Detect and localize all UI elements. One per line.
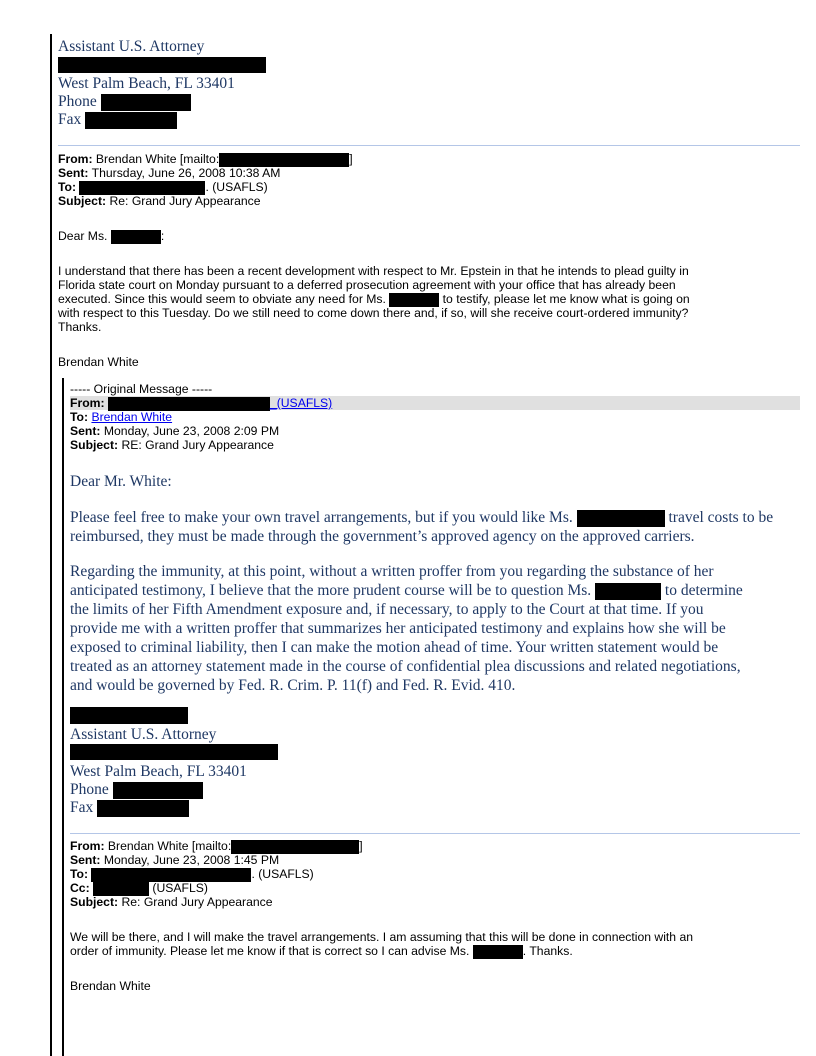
salutation-text: Dear Ms. xyxy=(58,229,108,243)
sig1-phone-label: Phone xyxy=(58,93,97,110)
original-subject-value: RE: Grand Jury Appearance xyxy=(121,438,274,452)
original-to-label: To: xyxy=(70,410,89,424)
sig1-city: West Palm Beach, FL 33401 xyxy=(58,75,235,92)
original-p2-line: treated as an attorney statement made in the course of confidential plea discussions and related negotiations, xyxy=(70,658,741,675)
original-p1-line: reimbursed, they must be made through the government’s approved agency on the approved carriers. xyxy=(70,528,695,545)
email1-body-line xyxy=(58,292,690,307)
redaction xyxy=(595,583,661,600)
salutation-colon: : xyxy=(160,229,165,243)
redaction xyxy=(91,868,251,882)
sig2-city: West Palm Beach, FL 33401 xyxy=(70,763,247,780)
email1-to-suffix: . (USAFLS) xyxy=(205,180,268,194)
p1-text: Please feel free to make your own travel arrangements, but if you would like Ms. xyxy=(70,509,573,526)
p2-text: to determine xyxy=(664,582,743,599)
p2-text: anticipated testimony, I believe that the more prudent course will be to question Ms. xyxy=(70,582,592,599)
email3-from xyxy=(70,839,363,854)
body-text: executed. Since this would seem to obviate any need for Ms. xyxy=(58,292,386,306)
redaction xyxy=(101,94,191,111)
original-p2-line: exposed to criminal liability, then I can make the motion ahead of time. Your written statement would be xyxy=(70,639,719,656)
email3-sent xyxy=(70,853,279,867)
quote-bar-inner xyxy=(62,378,64,1056)
original-p2-line: provide me with a written proffer that summarizes her anticipated testimony and explains how she will be xyxy=(70,620,726,637)
original-p1-line xyxy=(70,508,773,527)
email1-to-label: To: xyxy=(58,180,77,194)
redaction xyxy=(79,181,205,195)
email1-signature: Brendan White xyxy=(58,355,139,369)
email1-body-line: I understand that there has been a recent development with respect to Mr. Epstein in that he intends to plead guilty in xyxy=(58,264,689,278)
email1-subject xyxy=(58,194,261,208)
email1-body-line: Thanks. xyxy=(58,320,102,334)
redaction xyxy=(577,510,665,527)
email3-subject xyxy=(70,895,273,909)
redaction xyxy=(389,293,439,307)
email1-body-line: Florida state court on Monday pursuant to a deferred prosecution agreement with your office that has already been xyxy=(58,278,676,292)
original-salutation: Dear Mr. White: xyxy=(70,473,172,490)
email3-from-label: From: xyxy=(70,839,105,853)
email1-subject-value: Re: Grand Jury Appearance xyxy=(109,194,261,208)
sig2-phone xyxy=(70,780,203,799)
original-from-label: From: xyxy=(70,396,105,410)
email3-to-suffix: . (USAFLS) xyxy=(251,867,314,881)
redaction xyxy=(219,153,349,167)
original-p2-line xyxy=(70,581,743,600)
email1-salutation xyxy=(58,229,164,244)
email3-subject-value: Re: Grand Jury Appearance xyxy=(121,895,273,909)
email3-from-value: Brendan White [mailto: xyxy=(107,839,232,853)
email3-body-line: We will be there, and I will make the travel arrangements. I am assuming that this will be done in connection with an xyxy=(70,930,694,944)
body-text: . Thanks. xyxy=(522,944,573,958)
original-p2-line: and would be governed by Fed. R. Crim. P. 11(f) and Fed. R. Evid. 410. xyxy=(70,677,516,694)
email1-sent-value: Thursday, June 26, 2008 10:38 AM xyxy=(91,166,281,180)
redaction xyxy=(113,782,203,799)
quote-bar-outer xyxy=(50,34,52,1056)
email1-to xyxy=(58,180,268,195)
email1-body-line: with respect to this Tuesday. Do we still need to come down there and, if so, will she receive court-ordered immunity? xyxy=(58,306,689,320)
original-p2-line: the limits of her Fifth Amendment exposure and, if necessary, to apply to the Court at that time. If you xyxy=(70,601,704,618)
redaction xyxy=(111,230,161,244)
redaction xyxy=(70,744,278,760)
email3-from-close: ] xyxy=(359,839,363,853)
email1-from-close: ] xyxy=(349,152,353,166)
email3-to-label: To: xyxy=(70,867,89,881)
sig1-phone xyxy=(58,92,191,111)
email1-subject-label: Subject: xyxy=(58,194,107,208)
redaction xyxy=(93,882,149,896)
separator-rule xyxy=(70,833,800,834)
sig2-title: Assistant U.S. Attorney xyxy=(70,726,217,743)
email1-from xyxy=(58,152,353,167)
body-text: order of immunity. Please let me know if that is correct so I can advise Ms. xyxy=(70,944,470,958)
sig2-fax-label: Fax xyxy=(70,799,94,816)
original-subject-label: Subject: xyxy=(70,438,119,452)
email3-cc-label: Cc: xyxy=(70,881,90,895)
redaction xyxy=(85,112,177,129)
sig1-fax-label: Fax xyxy=(58,111,82,128)
original-to xyxy=(70,410,172,424)
redaction xyxy=(70,707,188,724)
original-sent-label: Sent: xyxy=(70,424,101,438)
sig1-fax xyxy=(58,110,177,129)
redaction xyxy=(231,840,359,854)
email3-signature: Brendan White xyxy=(70,979,151,993)
email3-sent-label: Sent: xyxy=(70,853,101,867)
body-text: to testify, please let me know what is going on xyxy=(442,292,690,306)
original-p2-line: Regarding the immunity, at this point, without a written proffer from you regarding the substance of her xyxy=(70,563,714,580)
redaction xyxy=(58,57,266,73)
separator-rule xyxy=(58,145,800,146)
email1-sent xyxy=(58,166,280,180)
email1-from-value: Brendan White [mailto: xyxy=(95,152,220,166)
email3-subject-label: Subject: xyxy=(70,895,119,909)
original-from xyxy=(70,396,332,411)
redaction xyxy=(108,397,270,411)
email3-body-line xyxy=(70,944,573,959)
sig2-fax xyxy=(70,798,189,817)
original-to-link[interactable]: Brendan White xyxy=(91,410,173,424)
sig2-phone-label: Phone xyxy=(70,781,109,798)
original-from-link[interactable]: _(USAFLS) xyxy=(269,396,333,410)
email3-cc xyxy=(70,881,208,896)
email3-cc-suffix: (USAFLS) xyxy=(149,881,208,895)
original-sent-value: Monday, June 23, 2008 2:09 PM xyxy=(103,424,280,438)
email1-sent-label: Sent: xyxy=(58,166,89,180)
redaction xyxy=(473,945,523,959)
original-message-header: ----- Original Message ----- xyxy=(70,382,213,396)
email3-sent-value: Monday, June 23, 2008 1:45 PM xyxy=(103,853,280,867)
original-subject xyxy=(70,438,274,452)
original-sent xyxy=(70,424,279,438)
sig1-title: Assistant U.S. Attorney xyxy=(58,38,205,55)
email1-from-label: From: xyxy=(58,152,93,166)
redaction xyxy=(97,800,189,817)
email3-to xyxy=(70,867,314,882)
p1-text: travel costs to be xyxy=(668,509,774,526)
